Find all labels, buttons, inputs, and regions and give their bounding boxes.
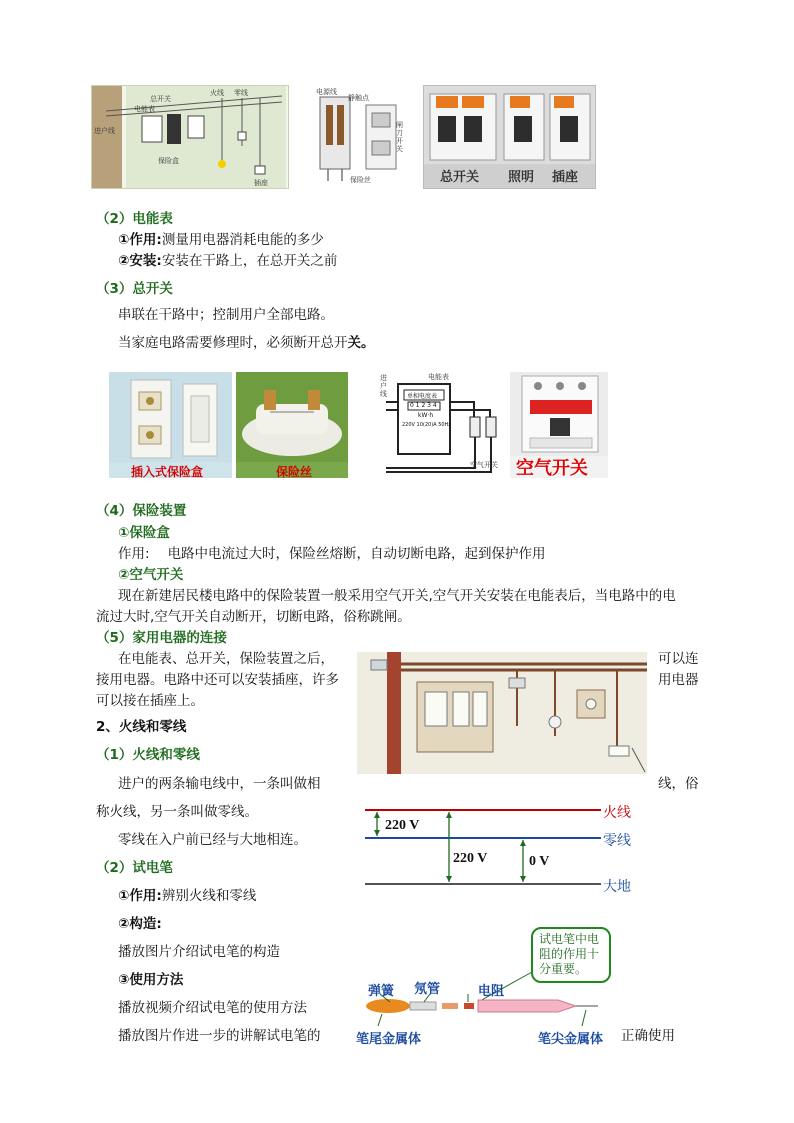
pen-resistor-label: 电阻	[478, 984, 505, 999]
appliance-line-3: 可以接在插座上。	[96, 693, 204, 709]
appliance-section-title: （5）家用电器的连接	[96, 630, 227, 646]
meter-install-text: 安装在干路上，在总开关之前	[161, 253, 338, 269]
home-wiring-diagram	[92, 86, 288, 188]
fuse-wire-caption: 保险丝	[276, 465, 313, 478]
meter-install-line	[118, 252, 337, 270]
home-wiring-figure	[91, 85, 289, 189]
meter-use-line	[118, 231, 324, 249]
meter-unit: kW·h	[418, 412, 434, 419]
meter-use-label: ①作用:	[118, 232, 162, 248]
live-line-2: 称火线，另一条叫做零线。	[96, 804, 258, 820]
live-neutral-subtitle: （1）火线和零线	[96, 747, 200, 763]
meter-section-title: （2）电能表	[96, 211, 173, 227]
fuse-box-use-line	[118, 545, 546, 563]
callout-line-1: 试电笔中电	[539, 932, 600, 946]
appliance-wiring-illustration	[357, 652, 647, 774]
knife-switch-figure	[298, 85, 410, 187]
pen-use-text: 辨别火线和零线	[161, 888, 257, 904]
meter-digits: 0 1 2 3 4	[410, 402, 437, 409]
air-switch-caption: 空气开关	[516, 458, 588, 478]
appliance-line-2-right: 用电器	[658, 672, 699, 688]
meter-spec: 220V 10(20)A 50Hz	[402, 422, 451, 428]
pen-use-line	[118, 887, 256, 905]
panel-label-light: 照明	[508, 170, 535, 185]
pen-last-right: 正确使用	[621, 1028, 675, 1044]
air-switch-para-2: 流过大时,空气开关自动断开，切断电路，俗称跳闸。	[96, 609, 411, 625]
label-neutral: 零线	[234, 89, 248, 97]
label-static-contact: 静触点	[348, 94, 369, 102]
panel-label-socket: 插座	[552, 170, 579, 185]
switch-line-2	[118, 334, 375, 352]
live-neutral-heading: 2、火线和零线	[96, 719, 187, 735]
switch-line-2-bold: 关。	[347, 335, 375, 351]
live-line-1-right: 线，俗	[658, 776, 699, 792]
pen-tail-label: 笔尾金属体	[356, 1032, 422, 1047]
fuse-box-subtitle: ①保险盒	[118, 525, 170, 541]
plug-fuse-box-figure	[109, 372, 232, 478]
meter-breaker-diagram	[378, 372, 508, 478]
resistor-callout	[531, 927, 611, 983]
pen-method-text: 播放视频介绍试电笔的使用方法	[118, 1000, 307, 1016]
label-socket: 插座	[254, 179, 268, 187]
callout-line-2: 阻的作用十	[539, 947, 600, 961]
pen-struct-label: ②构造:	[118, 916, 162, 932]
meter-use-text: 测量用电器消耗电能的多少	[161, 232, 324, 248]
label-earth: 大地	[603, 879, 631, 894]
breaker-panel-figure	[423, 85, 596, 189]
label-live-wire: 火线	[603, 805, 631, 821]
plug-fuse-caption: 插入式保险盒	[131, 465, 204, 478]
pen-last-left: 播放图片作进一步的讲解试电笔的	[118, 1028, 321, 1044]
air-switch-para-1: 现在新建居民楼电路中的保险装置一般采用空气开关,空气开关安装在电能表后，当电路中的电	[118, 588, 676, 604]
pen-use-label: ①作用:	[118, 888, 162, 904]
label-fuse-box: 保险盒	[158, 157, 179, 165]
voltage-live-neutral: 220 V	[385, 818, 420, 833]
voltage-neutral-earth: 0 V	[529, 854, 550, 869]
label-in-wire: 进户线	[380, 374, 387, 398]
protect-section-title: （4）保险装置	[96, 503, 187, 519]
live-line-3: 零线在入户前已经与大地相连。	[118, 832, 307, 848]
label-main-switch: 总开关	[150, 95, 171, 103]
appliance-wiring-figure	[357, 652, 647, 774]
label-air-switch-small: 空气开关	[470, 461, 498, 469]
appliance-line-2-left: 接用电器。电路中还可以安装插座，许多	[96, 672, 339, 688]
label-power-line: 电源线	[316, 88, 337, 96]
callout-line-3: 分重要。	[539, 962, 588, 976]
voltage-diagram	[357, 796, 647, 894]
panel-label-main: 总开关	[440, 170, 480, 185]
switch-section-title: （3）总开关	[96, 281, 173, 297]
label-meter: 电能表	[134, 105, 155, 113]
meter-title: 单相电度表	[407, 393, 438, 400]
air-switch-subtitle: ②空气开关	[118, 567, 184, 583]
voltage-live-earth: 220 V	[453, 851, 488, 866]
meter-install-label: ②安装:	[118, 253, 162, 269]
switch-line-2-text: 当家庭电路需要修理时，必须断开总开	[118, 335, 348, 351]
pen-method-label: ③使用方法	[118, 972, 184, 988]
pen-section-title: （2）试电笔	[96, 860, 173, 876]
pen-struct-text: 播放图片介绍试电笔的构造	[118, 944, 280, 960]
pen-spring-label: 弹簧	[368, 984, 395, 999]
air-switch-figure	[510, 372, 608, 478]
fuse-box-use-label: 作用:	[118, 546, 150, 562]
label-in-line: 进户线	[94, 127, 115, 135]
label-fuse-wire: 保险丝	[350, 176, 371, 184]
label-neutral-wire: 零线	[603, 833, 631, 849]
appliance-line-1-right: 可以连	[658, 651, 699, 667]
live-line-1-left: 进户的两条输电线中，一条叫做相	[118, 776, 321, 792]
switch-line-1: 串联在干路中；控制用户全部电路。	[118, 307, 334, 323]
test-pen-figure	[350, 922, 615, 1050]
label-energy-meter: 电能表	[428, 373, 449, 381]
appliance-line-1-left: 在电能表、总开关，保险装置之后，	[118, 651, 334, 667]
pen-tip-label: 笔尖金属体	[538, 1032, 604, 1047]
label-knife-switch: 闸刀开关	[396, 121, 403, 153]
fuse-wire-figure	[236, 372, 348, 478]
fuse-box-use-text: 电路中电流过大时，保险丝熔断，自动切断电路，起到保护作用	[167, 546, 546, 562]
air-switch-photo	[510, 372, 608, 456]
label-live: 火线	[210, 89, 224, 97]
fuse-wire-photo	[236, 372, 348, 462]
plug-fuse-box-photo	[109, 372, 232, 462]
pen-neon-label: 氖管	[414, 982, 441, 997]
